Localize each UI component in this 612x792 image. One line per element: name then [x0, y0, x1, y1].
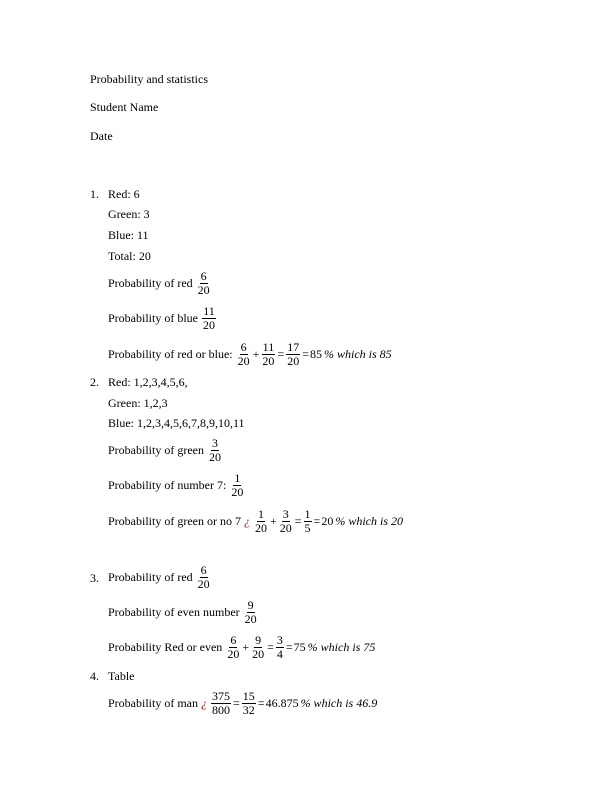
list-marker-2: 2.: [90, 375, 99, 389]
fraction: [208, 437, 222, 464]
denominator: 20: [262, 354, 275, 368]
numerator: 15: [242, 689, 255, 703]
fraction: [242, 690, 256, 717]
percent-value: 46.875: [265, 696, 299, 710]
denominator: 20: [279, 521, 292, 535]
denominator: 800: [212, 703, 230, 717]
denominator: 5: [304, 521, 311, 535]
q1-total: Total: 20: [108, 249, 151, 263]
numerator: 375: [212, 689, 230, 703]
result-text: % which is 46.9: [300, 696, 378, 710]
q1-green: Green: 3: [108, 207, 150, 221]
numerator: 6: [200, 269, 207, 283]
q2-prob-seven-label: Probability of number 7:: [108, 478, 227, 492]
student-name: Student Name: [90, 100, 159, 114]
fraction: [230, 472, 244, 499]
numerator: 6: [240, 340, 247, 354]
fraction: [261, 341, 275, 368]
denominator: 20: [231, 485, 244, 499]
equals-sign: =: [257, 696, 265, 710]
q3-prob-re-label: Probability Red or even: [108, 640, 223, 654]
q1-prob-rb-label: Probability of red or blue:: [108, 347, 233, 361]
denominator: 20: [197, 283, 210, 297]
equals-sign: =: [267, 640, 274, 654]
q2-prob-seven: [108, 472, 245, 499]
fraction: [226, 634, 240, 661]
numerator: 3: [282, 507, 289, 521]
date-label: Date: [90, 129, 113, 143]
unknown-glyph: ¿: [201, 696, 207, 710]
numerator: 6: [230, 633, 237, 647]
q2-blue: Blue: 1,2,3,4,5,6,7,8,9,10,11: [108, 416, 245, 430]
denominator: 20: [203, 318, 215, 332]
fraction: [279, 508, 293, 535]
result-text: % which is 85: [323, 347, 392, 361]
document-title: Probability and statistics: [90, 72, 208, 86]
numerator: 6: [200, 563, 207, 577]
list-marker-1: 1.: [90, 187, 99, 201]
denominator: 32: [242, 703, 255, 717]
fraction: [304, 508, 312, 535]
fraction: [197, 564, 211, 591]
equals-sign: =: [233, 696, 240, 710]
q3-prob-even-label: Probability of even number: [108, 605, 240, 619]
q1-prob-red-fraction: [197, 270, 211, 297]
numerator: 1: [257, 507, 264, 521]
percent-value: 75: [293, 640, 306, 654]
numerator: 1: [304, 507, 311, 521]
q1-prob-red-or-blue: [108, 341, 392, 368]
numerator: 11: [203, 304, 215, 318]
plus-sign: +: [242, 640, 250, 654]
fraction: [211, 690, 231, 717]
fraction: [251, 634, 265, 661]
q3-prob-red: [108, 564, 212, 591]
denominator: 20: [197, 577, 210, 591]
equals-sign: =: [302, 347, 309, 361]
q2-prob-gs-label: Probability of green or no 7: [108, 514, 241, 528]
percent-value: 85: [309, 347, 322, 361]
numerator: 1: [234, 471, 241, 485]
numerator: 9: [255, 633, 262, 647]
q3-prob-even: [108, 599, 259, 626]
q1-prob-red-label: Probability of red: [108, 276, 193, 290]
equals-sign: =: [313, 514, 321, 528]
denominator: 20: [237, 354, 250, 368]
fraction: [244, 599, 258, 626]
plus-sign: +: [252, 347, 260, 361]
list-marker-4: 4.: [90, 669, 99, 683]
q1-prob-blue: [108, 305, 217, 332]
q3-prob-red-label: Probability of red: [108, 570, 193, 584]
numerator: 17: [287, 340, 300, 354]
result-text: % which is 75: [307, 640, 376, 654]
fraction: [237, 341, 251, 368]
denominator: 20: [254, 521, 267, 535]
denominator: 20: [287, 354, 300, 368]
q2-prob-green-label: Probability of green: [108, 443, 204, 457]
denominator: 20: [208, 450, 221, 464]
numerator: 9: [247, 598, 254, 612]
plus-sign: +: [269, 514, 277, 528]
fraction: [254, 508, 268, 535]
q2-red: Red: 1,2,3,4,5,6,: [108, 375, 188, 389]
q4-table: Table: [108, 669, 135, 683]
denominator: 4: [276, 647, 283, 661]
q1-prob-blue-label: Probability of blue: [108, 311, 198, 325]
denominator: 20: [244, 612, 257, 626]
q1-prob-blue-fraction: [202, 305, 216, 332]
q2-green: Green: 1,2,3: [108, 396, 168, 410]
q1-blue: Blue: 11: [108, 228, 149, 242]
q2-prob-green-or-seven: [108, 508, 403, 535]
fraction: [286, 341, 300, 368]
q2-prob-green: [108, 437, 223, 464]
numerator: 11: [262, 340, 275, 354]
numerator: 3: [276, 633, 283, 647]
list-marker-3: 3.: [90, 571, 99, 585]
equals-sign: =: [277, 347, 285, 361]
denominator: 20: [252, 647, 265, 661]
q3-prob-red-or-even: [108, 634, 375, 661]
percent-value: 20: [321, 514, 334, 528]
equals-sign: =: [285, 640, 293, 654]
q4-prob-man: [108, 690, 377, 717]
q1-red: Red: 6: [108, 187, 140, 201]
equals-sign: =: [294, 514, 302, 528]
q4-prob-man-label: Probability of man: [108, 696, 198, 710]
result-text: % which is 20: [335, 514, 403, 528]
fraction: [276, 634, 284, 661]
unknown-glyph: ¿: [243, 514, 250, 528]
numerator: 3: [211, 436, 218, 450]
denominator: 20: [227, 647, 240, 661]
q1-prob-red: [108, 270, 212, 297]
